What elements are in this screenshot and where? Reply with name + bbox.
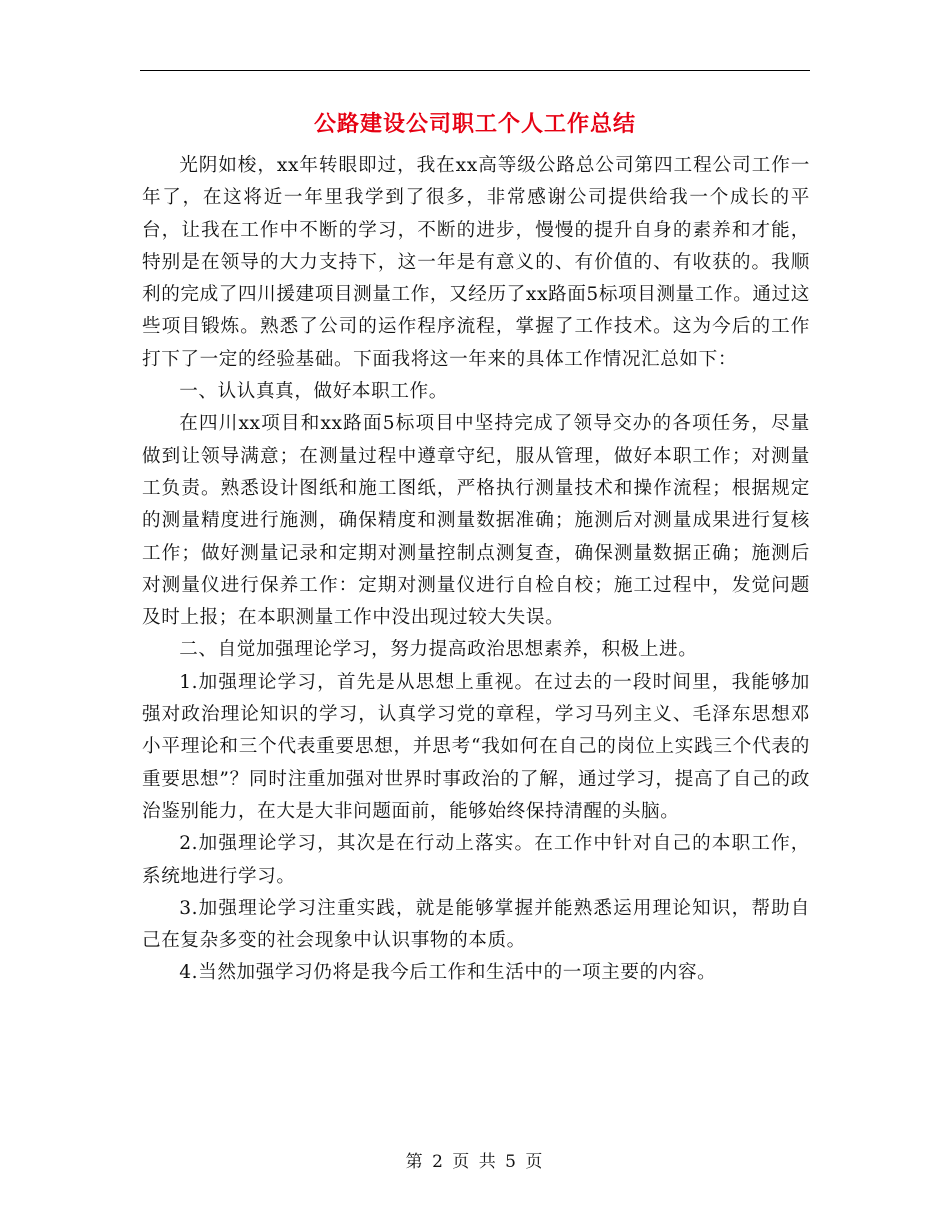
section-heading-1: 一、认认真真，做好本职工作。 xyxy=(179,381,448,403)
section-heading-2: 二、自觉加强理论学习，努力提高政治思想素养，积极上进。 xyxy=(179,639,698,661)
list-item-4: 4.当然加强学习仍将是我今后工作和生活中的一项主要的内容。 xyxy=(179,962,717,984)
document-title: 公路建设公司职工个人工作总结 xyxy=(313,112,636,137)
list-item-3: 3.加强理论学习注重实践，就是能够掌握并能熟悉运用理论知识，帮助自己在复杂多变的社会现象中认识事物的本质。 xyxy=(142,897,810,952)
page-number-footer: 第 2 页 共 5 页 xyxy=(405,1152,545,1172)
list-item-1: 1.加强理论学习，首先是从思想上重视。在过去的一段时间里，我能够加强对政治理论知识的学习，认真学习党的章程，学习马列主义、毛泽东思想邓小平理论和三个代表重要思想，并思考“我如何在自己的岗位上实践三个代表的重要思想”？同时注重加强对世界时事政治的了解，通过学习，提高了自己的政治鉴别能力，在大是大非问题面前，能够始终保持清醒的头脑。 xyxy=(142,671,810,822)
paragraph-intro: 光阴如梭，xx年转眼即过，我在xx高等级公路总公司第四工程公司工作一年了，在这将近一年里我学到了很多，非常感谢公司提供给我一个成长的平台，让我在工作中不断的学习，不断的进步，慢慢的提升自身的素养和才能，特别是在领导的大力支持下，这一年是有意义的、有价值的、有收获的。我顺利的完成了四川援建项目测量工作，又经历了xx路面5标项目测量工作。通过这些项目锻炼。熟悉了公司的运作程序流程，掌握了工作技术。这为今后的工作打下了一定的经验基础。下面我将这一年来的具体工作情况汇总如下： xyxy=(142,155,810,370)
header-rule xyxy=(140,70,810,71)
list-item-2: 2.加强理论学习，其次是在行动上落实。在工作中针对自己的本职工作，系统地进行学习。 xyxy=(142,833,810,887)
document-body xyxy=(142,150,810,990)
paragraph-section-1: 在四川xx项目和xx路面5标项目中坚持完成了领导交办的各项任务，尽量做到让领导满意；在测量过程中遵章守纪，服从管理，做好本职工作；对测量工负责。熟悉设计图纸和施工图纸，严格执行测量技术和操作流程；根据规定的测量精度进行施测，确保精度和测量数据准确；施测后对测量成果进行复核工作；做好测量记录和定期对测量控制点测复查，确保测量数据正确；施测后对测量仪进行保养工作：定期对测量仪进行自检自校；施工过程中，发觉问题及时上报；在本职测量工作中没出现过较大失误。 xyxy=(142,413,810,629)
